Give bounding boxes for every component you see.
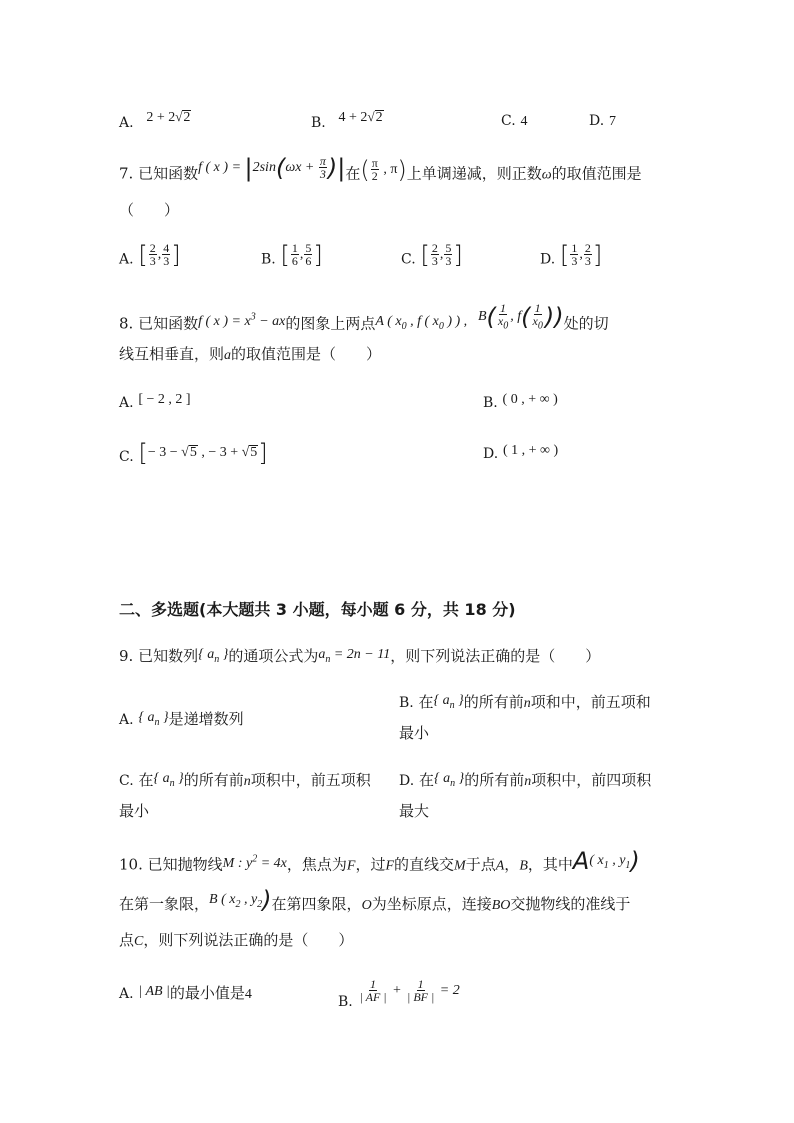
q9-formula: $a_n = 2n - 11$ — [318, 647, 391, 665]
q9-option-b: B. 在{ $a_n$ }的所有前n项和中，前五项和 — [399, 693, 651, 711]
q7-option-c: C. [ $\frac{2}{3}$ , $\frac{5}{3}$ ] — [401, 240, 463, 269]
q7-a-value: [ $\frac{2}{3}$ , $\frac{4}{3}$ ] — [138, 240, 181, 269]
q8-option-d: D. ( 1 , + ∞ ) — [483, 443, 559, 462]
q7-b-value: [ $\frac{1}{6}$ , $\frac{5}{6}$ ] — [280, 240, 323, 269]
q7-c-value: [ $\frac{2}{3}$ , $\frac{5}{3}$ ] — [420, 240, 463, 269]
q8-option-b: B. ( 0 , + ∞ ) — [483, 392, 558, 411]
q9-option-b-line2: 最小 — [399, 724, 430, 742]
q10-stem-line2: 在第一象限，B ( $x_2$ , $y_2$)在第四象限，O为坐标原点，连接BO交抛物线的准线于 — [119, 885, 631, 914]
q6-b-value: 4 + 2√2 — [338, 109, 383, 125]
q9-option-a: A. { $a_n$ }是递增数列 — [119, 710, 244, 728]
q10-point-b: B ( $x_2$ , $y_2$) — [209, 885, 272, 914]
q9-stem: 9. 已知数列{ $a_n$ }的通项公式为$a_n = 2n - 11$，则下列说法正确的是（ ） — [119, 647, 601, 665]
q10-option-a: A. | AB |的最小值是4 — [119, 984, 252, 1002]
q6-a-value: 2 + 2√2 — [146, 109, 191, 125]
q7-stem: 7. 已知函数f ( x ) = |2sin(ωx + $\frac{\pi}{3}$ )|在( $\frac{\pi}{2}$ , π)上单调递减，则正数ω的取值范围是 — [119, 153, 642, 184]
q8-stem: 8. 已知函数f ( x ) = $x^3$ − ax的图象上两点A ( $x_0$ , f ( $x_0$ ) ) , B( $\frac{1}{x_0}$ , f( $\frac{1}{x_0}$ ))处的切 — [119, 301, 609, 333]
q7-function: f ( x ) = |2sin(ωx + $\frac{\pi}{3}$ )| — [198, 153, 346, 182]
q6-option-a: A. 2 + 2√2 — [119, 109, 191, 131]
q6-option-d: D. 7 — [589, 113, 616, 129]
section-heading-multi-choice: 二、多选题(本大题共 3 小题，每小题 6 分，共 18 分) — [119, 600, 516, 619]
q7-option-d: D. [ $\frac{1}{3}$ , $\frac{2}{3}$ ] — [540, 240, 603, 269]
q6-option-c: C. 4 — [501, 113, 528, 129]
q10-stem-line3: 点C，则下列说法正确的是（ ） — [119, 931, 354, 949]
q10-b-formula: $\frac{1}{| AF |}$ + $\frac{1}{| BF |}$ = 2 — [359, 977, 460, 1004]
q9-option-c: C. 在{ $a_n$ }的所有前n项积中，前五项积 — [119, 771, 371, 789]
q8-c-value: [− 3 − √5 , − 3 + √5] — [138, 438, 268, 467]
q9-option-d-line2: 最大 — [399, 802, 430, 820]
q7-paren: （ ） — [119, 201, 180, 219]
q8-option-a: A. [ − 2 , 2 ] — [119, 392, 191, 411]
q8-stem-line2: 线互相垂直，则a的取值范围是（ ） — [119, 345, 382, 363]
q7-interval: ( $\frac{\pi}{2}$ , π) — [360, 155, 407, 184]
q8-option-c: C. [− 3 − √5 , − 3 + √5] — [119, 438, 268, 467]
q6-option-b: B. 4 + 2√2 — [311, 109, 383, 131]
q7-option-a: A. [ $\frac{2}{3}$ , $\frac{4}{3}$ ] — [119, 240, 181, 269]
q8-point-a: A ( $x_0$ , f ( $x_0$ ) ) , — [375, 314, 468, 333]
q8-point-b: B( $\frac{1}{x_0}$ , f( $\frac{1}{x_0}$ )) — [477, 301, 564, 332]
q9-option-d: D. 在{ $a_n$ }的所有前n项积中，前四项积 — [399, 771, 652, 789]
q10-option-b: B. $\frac{1}{| AF |}$ + $\frac{1}{| BF |}$ = 2 — [338, 977, 460, 1010]
q10-point-a: A( $x_1$ , $y_1$) — [572, 846, 640, 875]
q9-option-c-line2: 最小 — [119, 802, 150, 820]
q7-option-b: B. [ $\frac{1}{6}$ , $\frac{5}{6}$ ] — [261, 240, 323, 269]
q8-function: f ( x ) = $x^3$ − ax — [198, 311, 286, 330]
q10-stem: 10. 已知抛物线M : $y^2 = 4x$，焦点为F，过F的直线交M于点A，B，其中A( $x_1$ , $y_1$) — [119, 846, 640, 875]
q7-d-value: [ $\frac{1}{3}$ , $\frac{2}{3}$ ] — [559, 240, 603, 269]
